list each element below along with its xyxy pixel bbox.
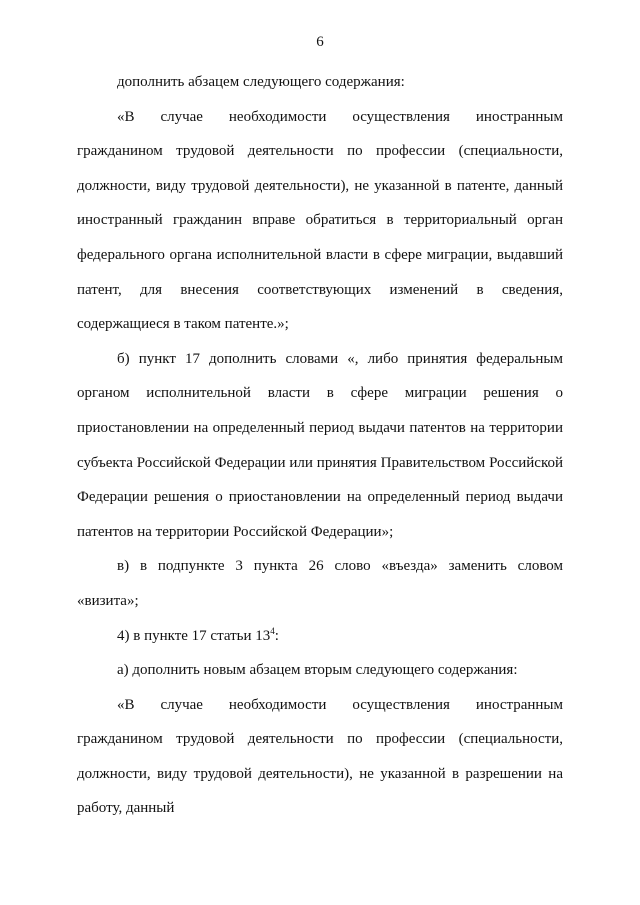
paragraph-quote-permit: «В случае необходимости осуществления иностранным гражданином трудовой деятельности по профессии (специальности, должности, виду трудовой деятельности), не указанной в разрешении на работу, данный [77,696,563,817]
item-4-superscript: 4 [270,625,275,636]
paragraph-item-b: б) пункт 17 дополнить словами «, либо принятия федеральным органом исполнительной власти в сфере миграции решения о приостановлении на определенный период выдачи патентов на территории субъекта Российской Федерации или принятия Правительством Российской Федерации решения о приостановлении на определенный период выдачи патентов на территории Российской Федерации»; [77,350,563,540]
paragraph-item-v: в) в подпункте 3 пункта 26 слово «въезда» заменить словом «визита»; [77,558,563,609]
paragraph-item-a: а) дополнить новым абзацем вторым следующего содержания: [117,662,518,679]
document-body [77,65,563,826]
item-4-text: 4) в пункте 17 статьи 13 [117,627,271,644]
paragraph-quote-patent: «В случае необходимости осуществления иностранным гражданином трудовой деятельности по профессии (специальности, должности, виду трудовой деятельности), не указанной в патенте, данный иностранный гражданин вправе обратиться в территориальный орган федерального органа исполнительной власти в сфере миграции, выдавший патент, для внесения соответствующих изменений в сведения, содержащиеся в таком патенте.»; [77,108,563,333]
paragraph-item-4 [77,619,563,654]
item-4-suffix: : [274,627,279,644]
page-number: 6 [316,34,324,50]
paragraph-intro: дополнить абзацем следующего содержания: [117,74,405,90]
